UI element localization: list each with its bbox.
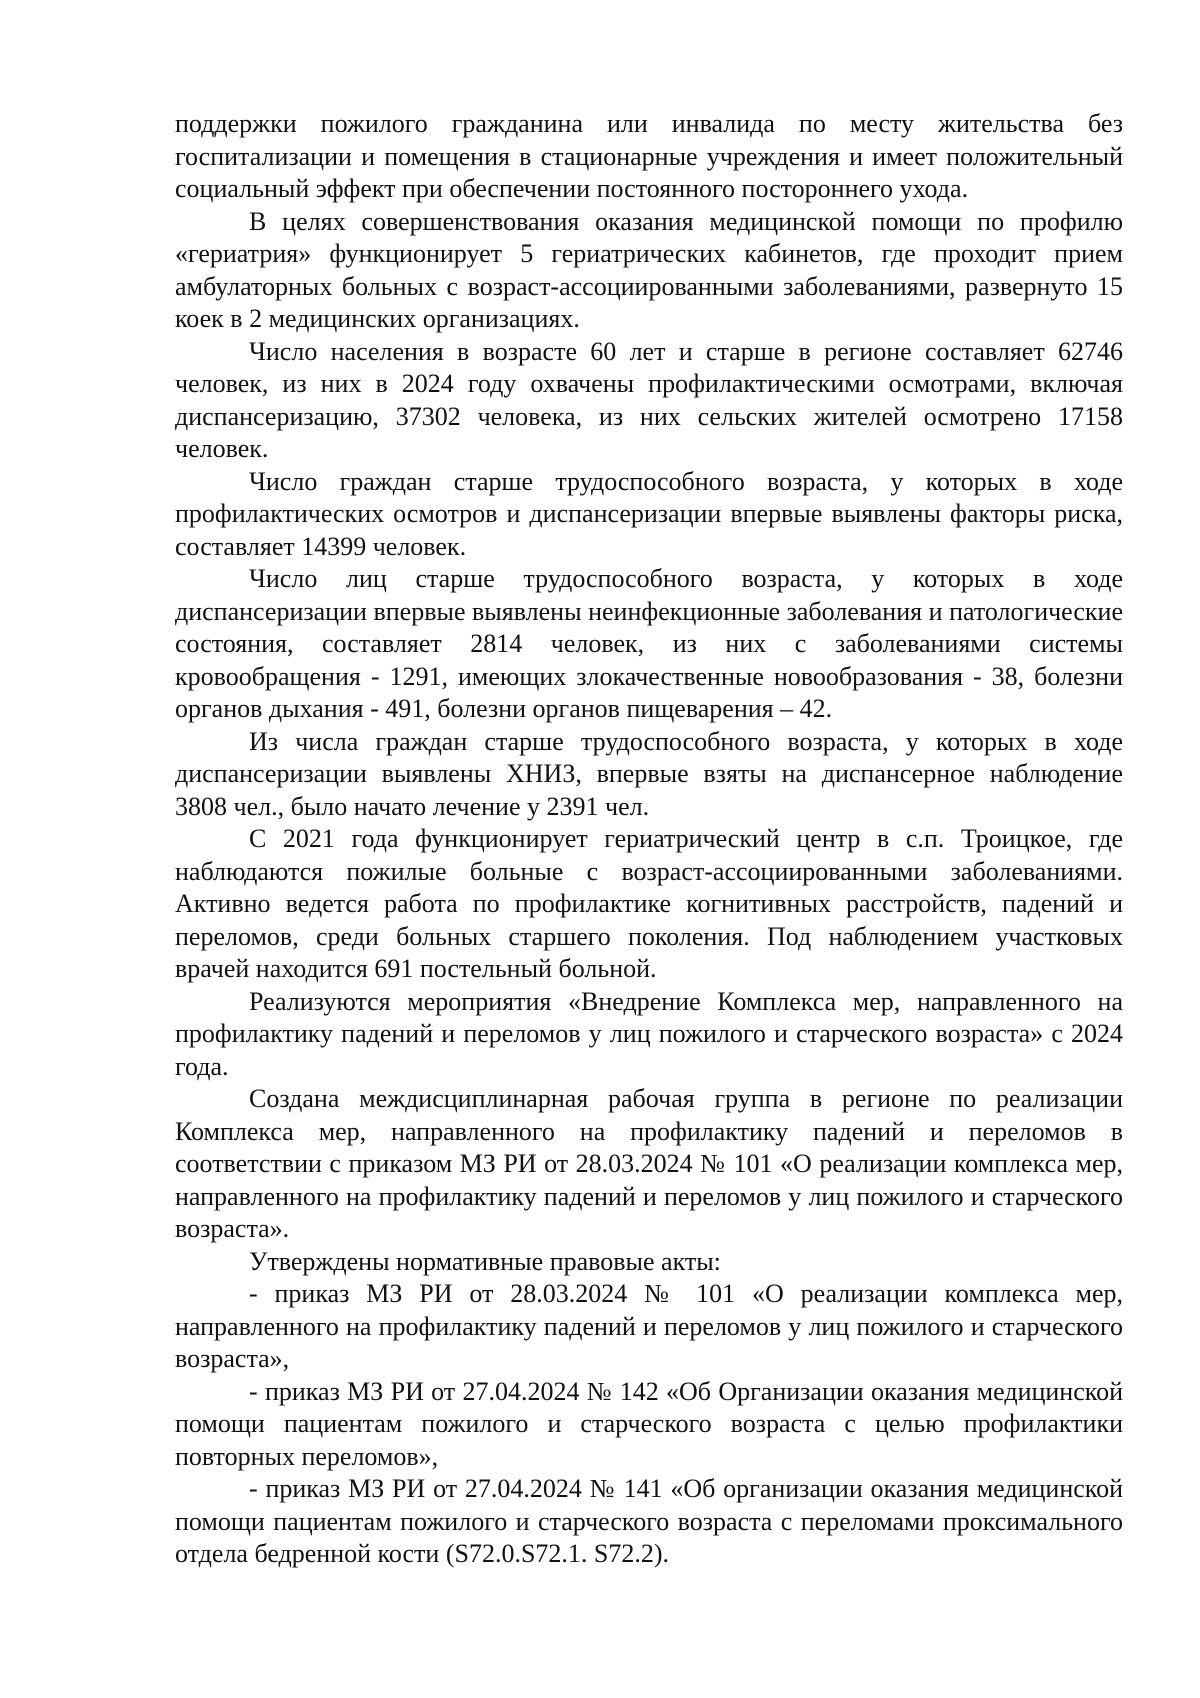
paragraph-geriatrics-cabinets: В целях совершенствования оказания медицинской помощи по профилю «гериатрия» функционирует 5 гериатрических кабинетов, где проходит прием амбулаторных больных с возраст-ассоциированными заболеваниями, развернуто 15 коек в 2 медицинских организациях. [175,206,1123,333]
paragraph-legal-acts-heading: Утверждены нормативные правовые акты: [249,1246,721,1276]
paragraph-population-60-plus: Число населения в возрасте 60 лет и старше в регионе составляет 62746 человек, из них в 2024 году охвачены профилактическими осмотрами, включая диспансеризацию, 37302 человека, из них сельских жителей осмотрено 17158 человек. [175,336,1123,463]
paragraph-dispensary-observation: Из числа граждан старше трудоспособного возраста, у которых в ходе диспансеризации выявлены ХНИЗ, впервые взяты на диспансерное наблюдение 3808 чел., было начато лечение у 2391 чел. [175,726,1123,821]
paragraph-diseases-detected: Число лиц старше трудоспособного возраста, у которых в ходе диспансеризации впервые выявлены неинфекционные заболевания и патологические состояния, составляет 2814 человек, из них с заболеваниями системы кровообращения - 1291, имеющих злокачественные новообразования - 38, болезни органов дыхания - 491, болезни органов пищеварения – 42. [175,564,1123,723]
document-page [175,108,1123,1571]
paragraph-risk-factors: Число граждан старше трудоспособного возраста, у которых в ходе профилактических осмотров и диспансеризации впервые выявлены факторы риска, составляет 14399 человек. [175,466,1123,561]
paragraph-working-group: Создана междисциплинарная рабочая группа в регионе по реализации Комплекса мер, направленного на профилактику падений и переломов в соответствии с приказом МЗ РИ от 28.03.2024 № 101 «О реализации комплекса мер, направленного на профилактику падений и переломов у лиц пожилого и старческого возраста». [175,1084,1123,1243]
list-item-order-142: - приказ МЗ РИ от 27.04.2024 № 142 «Об Организации оказания медицинской помощи пациентам пожилого и старческого возраста с целью профилактики повторных переломов», [175,1376,1123,1471]
list-item-order-101: - приказ МЗ РИ от 28.03.2024 № 101 «О реализации комплекса мер, направленного на профилактику падений и переломов у лиц пожилого и старческого возраста», [175,1279,1123,1373]
paragraph-complex-measures: Реализуются мероприятия «Внедрение Комплекса мер, направленного на профилактику падений и переломов у лиц пожилого и старческого возраста» с 2024 года. [175,986,1123,1081]
list-item-order-141: - приказ МЗ РИ от 27.04.2024 № 141 «Об организации оказания медицинской помощи пациентам пожилого и старческого возраста с переломами проксимального отдела бедренной кости (S72.0.S72.1. S72.2). [175,1474,1123,1568]
paragraph-continuation: поддержки пожилого гражданина или инвалида по месту жительства без госпитализации и помещения в стационарные учреждения и имеет положительный социальный эффект при обеспечении постоянного постороннего ухода. [175,109,1123,203]
paragraph-geriatric-center: С 2021 года функционирует гериатрический центр в с.п. Троицкое, где наблюдаются пожилые больные с возраст-ассоциированными заболеваниями. Активно ведется работа по профилактике когнитивных расстройств, падений и переломов, среди больных старшего поколения. Под наблюдением участковых врачей находится 691 постельный больной. [175,824,1123,983]
